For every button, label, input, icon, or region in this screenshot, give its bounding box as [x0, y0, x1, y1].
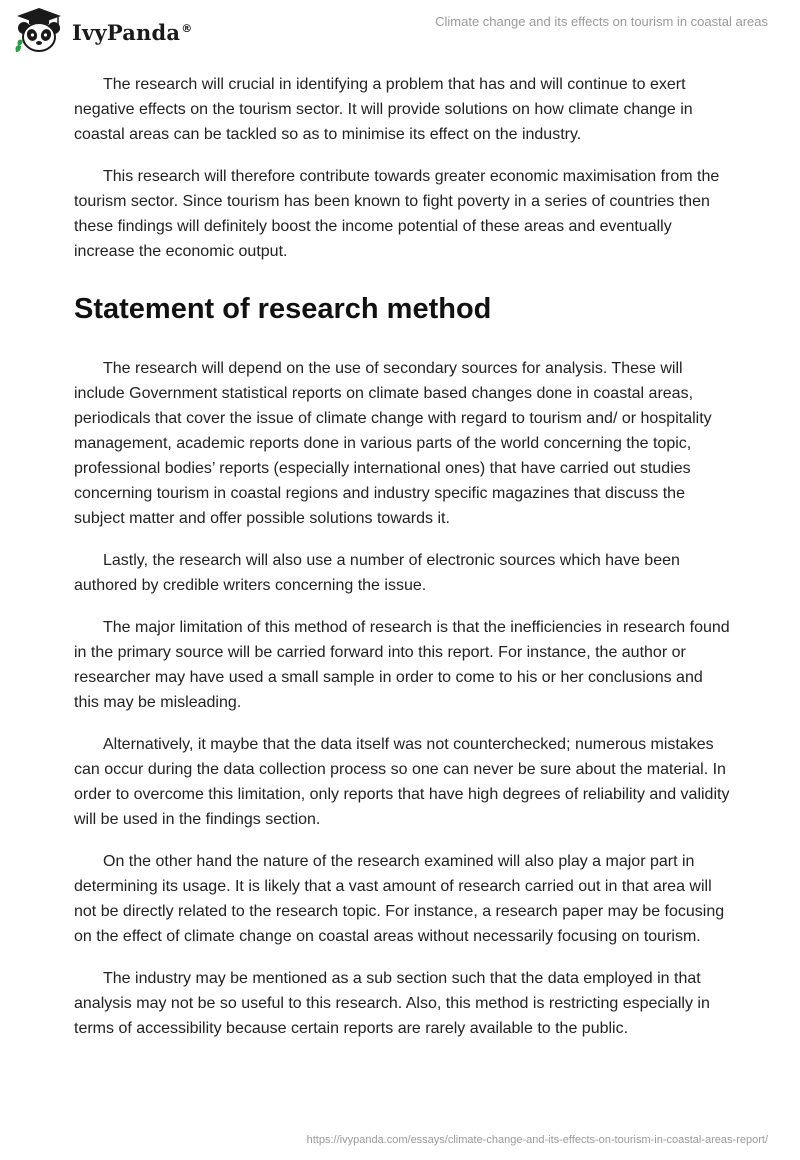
paragraph: The industry may be mentioned as a sub section such that the data employed in that analysis may not be so useful to this research. Also, this method is restricting especially in terms of accessibility because certain reports are rarely available to the public. — [74, 970, 710, 1037]
paragraph: This research will therefore contribute towards greater economic maximisation from the tourism sector. Since tourism has been known to fight poverty in a series of countries then these findings will definitely boost the income potential of these areas and eventually increase the economic output. — [74, 168, 720, 260]
paragraph: The research will depend on the use of secondary sources for analysis. These will include Government statistical reports on climate based changes done in coastal areas, periodicals that cover the issue of climate change with regard to tourism and/ or hospitality management, academic reports done in various parts of the world concerning the topic, professional bodies’ reports (especially international ones) that have carried out studies concerning tourism in coastal regions and industry specific magazines that discuss the subject matter and offer possible solutions towards it. — [74, 360, 712, 527]
article-body — [74, 72, 730, 1058]
section-heading: Statement of research method — [74, 293, 492, 325]
page-header — [0, 0, 800, 60]
paragraph: Lastly, the research will also use a number of electronic sources which have been authored by credible writers concerning the issue. — [74, 552, 680, 594]
source-url[interactable]: https://ivypanda.com/essays/climate-change-and-its-effects-on-tourism-in-coastal-areas-report/ — [306, 1134, 768, 1146]
panda-graduate-icon — [14, 6, 64, 54]
paragraph: The major limitation of this method of research is that the inefficiencies in research found in the primary source will be carried forward into this report. For instance, the author or researcher may have used a small sample in order to come to his or her conclusions and this may be misleading. — [74, 619, 730, 711]
registered-mark: ® — [181, 21, 193, 35]
brand-name: IvyPanda® — [72, 19, 193, 45]
brand-logo[interactable] — [14, 6, 192, 54]
paragraph: The research will crucial in identifying a problem that has and will continue to exert negative effects on the tourism sector. It will provide solutions on how climate change in coastal areas can be tackled so as to minimise its effect on the industry. — [74, 76, 693, 143]
paragraph: Alternatively, it maybe that the data itself was not counterchecked; numerous mistakes can occur during the data collection process so one can never be sure about the material. In order to overcome this limitation, only reports that have high degrees of reliability and validity will be used in the findings section. — [74, 736, 730, 828]
paragraph: On the other hand the nature of the research examined will also play a major part in determining its usage. It is likely that a vast amount of research carried out in that area will not be directly related to the research topic. For instance, a research paper may be focusing on the effect of climate change on coastal areas without necessarily focusing on tourism. — [74, 853, 725, 945]
document-title: Climate change and its effects on tourism in coastal areas — [435, 14, 768, 29]
